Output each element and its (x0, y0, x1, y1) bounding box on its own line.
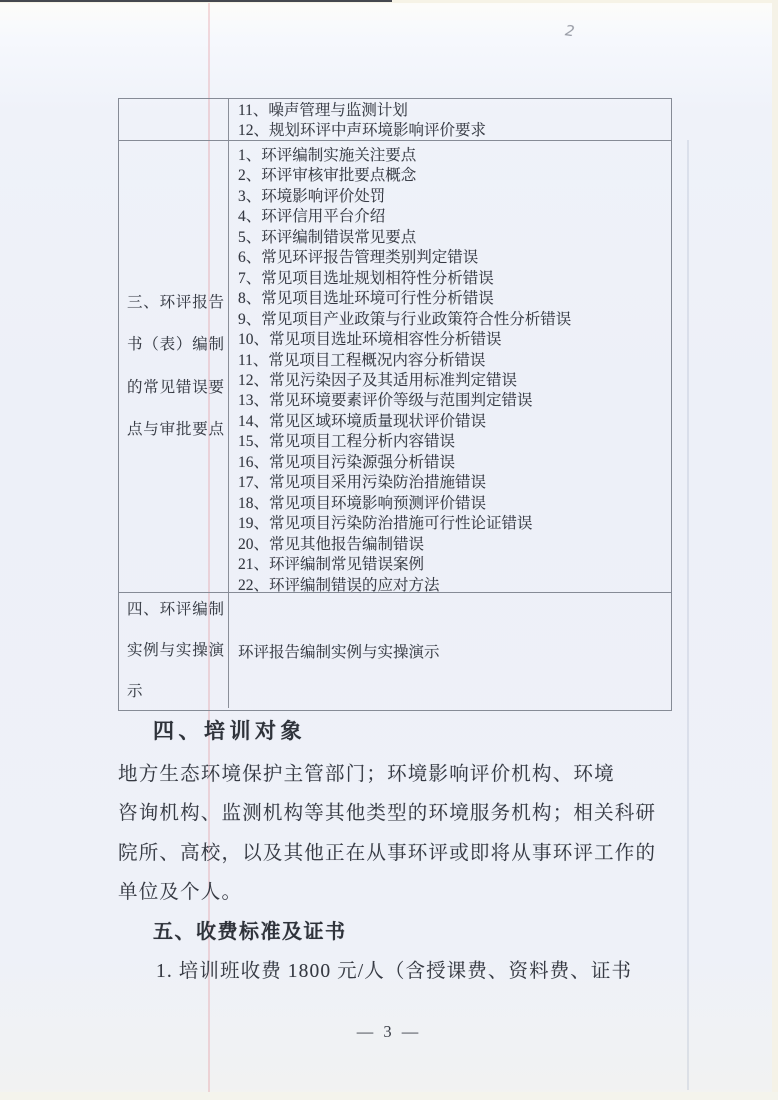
course-item: 20、常见其他报告编制错误 (238, 535, 425, 553)
course-item: 22、环评编制错误的应对方法 (238, 576, 440, 594)
row-header-line: 示 (127, 683, 144, 700)
course-item: 3、环境影响评价处罚 (238, 187, 386, 205)
course-item: 9、常见项目产业政策与行业政策符合性分析错误 (238, 310, 572, 328)
course-item: 21、环评编制常见错误案例 (238, 556, 425, 574)
row-header-line: 实例与实操演 (127, 642, 225, 659)
table-row-header-cell (119, 141, 229, 592)
course-item: 14、常见区域环境质量现状评价错误 (238, 412, 487, 430)
course-item: 16、常见项目污染源强分析错误 (238, 453, 456, 471)
course-item: 17、常见项目采用污染防治措施错误 (238, 474, 487, 492)
section-heading-training-targets: 四、培训对象 (153, 719, 306, 743)
page-number: — 3 — (356, 1022, 422, 1041)
scan-top-dark-line (0, 0, 392, 2)
row-header-line: 四、环评编制 (127, 601, 225, 618)
table-content-cell (229, 141, 671, 592)
course-item: 4、环评信用平台介绍 (238, 208, 386, 226)
course-item: 12、规划环评中声环境影响评价要求 (238, 121, 487, 139)
scan-streak-line (687, 140, 689, 1090)
course-item: 19、常见项目污染防治措施可行性论证错误 (238, 515, 533, 533)
course-item: 13、常见环境要素评价等级与范围判定错误 (238, 392, 533, 410)
table-content-cell (229, 593, 671, 708)
handwritten-mark: 2 (562, 21, 578, 41)
table-content-cell (229, 99, 671, 140)
row-header-line: 书（表）编制 (127, 336, 225, 353)
course-item: 11、噪声管理与监测计划 (238, 102, 408, 119)
paragraph-line: 地方生态环境保护主管部门；环境影响评价机构、环境 (118, 764, 615, 785)
course-item: 12、常见污染因子及其适用标准判定错误 (238, 371, 518, 389)
section-heading-fees: 五、收费标准及证书 (153, 921, 347, 943)
course-item: 11、常见项目工程概况内容分析错误 (238, 351, 486, 369)
table-row (119, 593, 671, 708)
course-item: 15、常见项目工程分析内容错误 (238, 433, 456, 451)
row-header-line: 的常见错误要 (127, 378, 225, 396)
table-row (119, 99, 671, 141)
paragraph-line: 单位及个人。 (118, 881, 243, 903)
course-item: 8、常见项目选址环境可行性分析错误 (238, 290, 494, 308)
course-item: 7、常见项目选址规划相符性分析错误 (238, 269, 494, 287)
fee-paragraph (118, 952, 632, 991)
course-item: 6、常见环评报告管理类别判定错误 (238, 249, 479, 267)
scanner-edge-right (772, 0, 778, 1100)
course-item: 1、环评编制实施关注要点 (238, 147, 417, 164)
table-row-header-cell (119, 593, 229, 708)
course-item: 2、环评审核审批要点概念 (238, 167, 417, 185)
paragraph-line: 咨询机构、监测机构等其他类型的环境服务机构；相关科研 (118, 803, 657, 825)
course-item: 5、环评编制错误常见要点 (238, 228, 417, 246)
course-item: 18、常见项目环境影响预测评价错误 (238, 494, 487, 512)
row-header-line: 点与审批要点 (127, 421, 225, 438)
table-row-header-cell (119, 99, 229, 140)
paragraph-line: 1. 培训班收费 1800 元/人（含授课费、资料费、证书 (156, 961, 633, 982)
row-header-line: 三、环评报告 (127, 293, 225, 311)
training-targets-paragraph (118, 755, 656, 912)
table-row (119, 141, 671, 593)
paragraph-line: 院所、高校，以及其他正在从事环评或即将从事环评工作的 (118, 842, 657, 864)
course-item: 10、常见项目选址环境相容性分析错误 (238, 331, 502, 349)
scanner-edge-bottom (0, 1092, 778, 1100)
course-item: 环评报告编制实例与实操演示 (238, 643, 440, 661)
course-content-table (118, 98, 672, 711)
